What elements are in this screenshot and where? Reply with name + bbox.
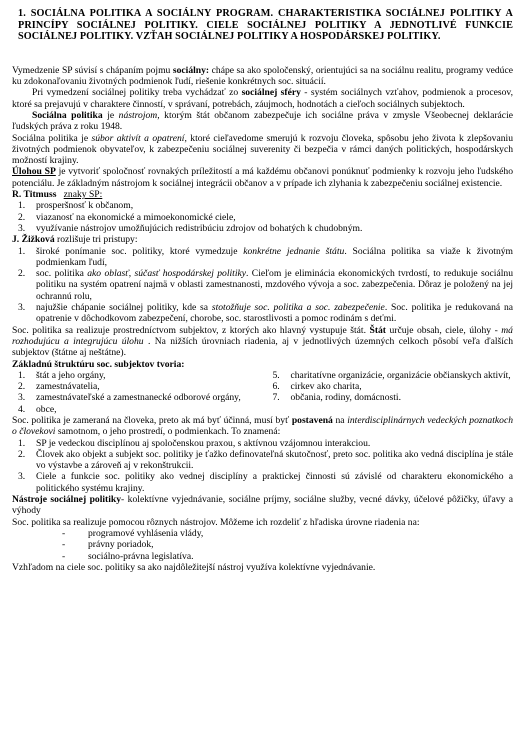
list-item: 2. zamestnávatelia, <box>18 381 100 393</box>
subjects-columns <box>12 370 513 415</box>
titmuss-heading: R. Titmuss znaky SP: <box>12 189 103 201</box>
list-item: 5. charitatívne organizácie, organizácie občianskych aktivít, <box>272 369 511 381</box>
list-item: 4. obce, <box>18 403 57 415</box>
list-item: 1. štát a jeho orgány, <box>18 369 106 381</box>
list-item: 1. prosperšnosť k občanom, <box>18 200 134 212</box>
list-item: 1. široké ponímanie soc. politiky, ktoré vymedzuje konkrétne jednanie štátu. Sociálna politika sa viaže k životným podmienkam ľudí, <box>18 245 513 268</box>
list-item: 2. viazanosť na ekonomické a mimoekonomické ciele, <box>18 211 236 223</box>
list-item: 6. cirkev ako charita, <box>272 381 362 393</box>
term-socialny: sociálny: <box>172 64 210 76</box>
paragraph-social-policy-tool: Sociálna politika je nástrojom, ktorým štát občanom zabezpečuje ich sociálne práva v zmysle Všeobecnej deklarácie ľudských práva z roku 1948. <box>12 109 513 133</box>
subjects-right-column <box>263 370 514 415</box>
paragraph-human-focus: Soc. politika je zameraná na človeka, preto ak má byť účinná, musí byť postavená na interdisciplinárnych vedeckých poznatkoch o človekovi samotnom, o jeho prostredí, o podmienkach. To znamená: <box>12 414 514 438</box>
list-item: - právny poriadok, <box>62 539 154 551</box>
paragraph-instruments: Nástroje sociálnej politiky- kolektívne vyjednávanie, sociálne príjmy, sociálne služby, vecné dávky, účelové pôžičky, úľavy a výhody <box>12 494 513 517</box>
paragraph-collective-bargaining: Vzhľadom na ciele soc. politiky sa ako najdôležitejší nástroj využíva kolektívne vyjednávanie. <box>12 561 376 573</box>
list-item: 3. zamestnávateľské a zamestnanecké odborové orgány, <box>18 392 241 404</box>
titmuss-list <box>12 200 513 234</box>
paragraph-instrument-levels: Soc. politika sa realizuje pomocou rôznych nástrojov. Môžeme ich rozdeliť z hľadiska úrovne riadenia na: <box>12 516 420 528</box>
levels-list <box>12 528 513 562</box>
list-item: 2. soc. politika ako oblasť, súčasť hospodárskej politiky. Cieľom je eliminácia ekonomických tvrdostí, to redukuje sociálnu politiku na systém opatrení najmä v oblasti zamestnanosti, mzdového vývoja a soc. zabezpečenia. Dôraz je položený na jej ochrannú rolu, <box>18 268 513 302</box>
subjects-left-column <box>12 370 263 415</box>
paragraph-definition: Vymedzenie SP súvisí s chápaním pojmu sociálny: chápe sa ako spoločenský, orientujúci sa na sociálnu realitu, programy vedúce ku zdokonaľovaniu životných podmienok ľudí, riešenie konkrétnych soc. situácií. <box>12 64 513 88</box>
means-list <box>12 438 513 494</box>
paragraph-social-sphere: Pri vymedzení sociálnej politiky treba vychádzať zo sociálnej sféry - systém sociálnych vzťahov, podmienok a procesov, ktoré sa prejavujú v charaktere činností, v správaní, potrebách, záujmoch, hodnotách a cieľoch sociálnych subjektoch. <box>12 87 513 110</box>
paragraph-task-of-sp: Úlohou SP je vytvoriť spoločnosť rovnakých príležitostí a má každému občanovi ponúknuť podmienky k rozvoju jeho ľudského potenciálu. Je základným nástrojom k sociálnej integrácii občanov a v prípade ich zlyhania k zabezpečeniu sociálnej existencie. <box>12 166 513 189</box>
list-item: 1. SP je vedeckou disciplínou aj spoločenskou praxou, s aktívnou vzájomnou interakciou. <box>18 437 371 449</box>
document-heading: 1. SOCIÁLNA POLITIKA A SOCIÁLNY PROGRAM. CHARAKTERISTIKA SOCIÁLNEJ POLITIKY A PRINCÍPY SOCIÁLNEJ POLITIKY. CIELE SOCIÁLNEJ POLITIKY A JEDNOTLIVÉ FUNKCIE SOCIÁLNEJ POLITIKY. VZŤAH SOCIÁLNEJ POLITIKY A HOSPODÁRSKEJ POLITIKY. <box>18 8 513 43</box>
list-item: 3. Ciele a funkcie soc. politiky ako vednej disciplíny a praktickej činnosti sú závislé od charakteru ekonomického a politického systému krajiny. <box>18 471 513 494</box>
list-item: 7. občania, rodiny, domácnosti. <box>272 392 401 404</box>
list-item: - programové vyhlásenia vlády, <box>62 527 204 539</box>
term-social-sphere: sociálnej sféry <box>241 87 301 99</box>
list-item: - sociálno-právna legislatíva. <box>62 550 194 562</box>
zizkova-list <box>12 246 513 325</box>
subjects-heading: Základnú štruktúru soc. subjektov tvoria: <box>12 358 185 370</box>
list-item: 3. najužšie chápanie sociálnej politiky, kde sa stotožňuje soc. politika a soc. zabezpečenie. Soc. politika je redukovaná na opatrenie v dôchodkovom zabezpečení, chorobe, soc. starostlivosti a pomoc rodinám s deťmi. <box>18 302 513 325</box>
paragraph-subjects: Soc. politika sa realizuje prostredníctvom subjektov, z ktorých ako hlavný vystupuje štát. Štát určuje obsah, ciele, úlohy - má rozhodujúcu a integrujúcu úlohu . Na nižších úrovniach riadenia, aj v jednotlivých územných celkoch pôsobí veľa ďalších subjektov (štátne aj neštátne). <box>12 324 513 359</box>
list-item: 3. využívanie nástrojov umožňujúcich redistribúciu zdrojov od bohatých k chudobným. <box>18 222 363 234</box>
list-item: 2. Človek ako objekt a subjekt soc. politiky je ťažko definovateľná skutočnosť, preto soc. politika ako vedná disciplína je stále vo výstavbe a zároveň aj v rekonštrukcii. <box>18 448 513 472</box>
paragraph-social-policy-activities: Sociálna politika je súbor aktivít a opatrení, ktoré cieľavedome smerujú k rozvoju človeka, spôsobu jeho života k zlepšovaniu životných podmienok obyvateľov, k zabezpečeniu sociálnej suverenity či bezpečia v rámci daných politických, hospodárskych možností krajiny. <box>12 132 513 167</box>
zizkova-heading: J. Žižková rozlišuje tri pristupy: <box>12 234 138 246</box>
